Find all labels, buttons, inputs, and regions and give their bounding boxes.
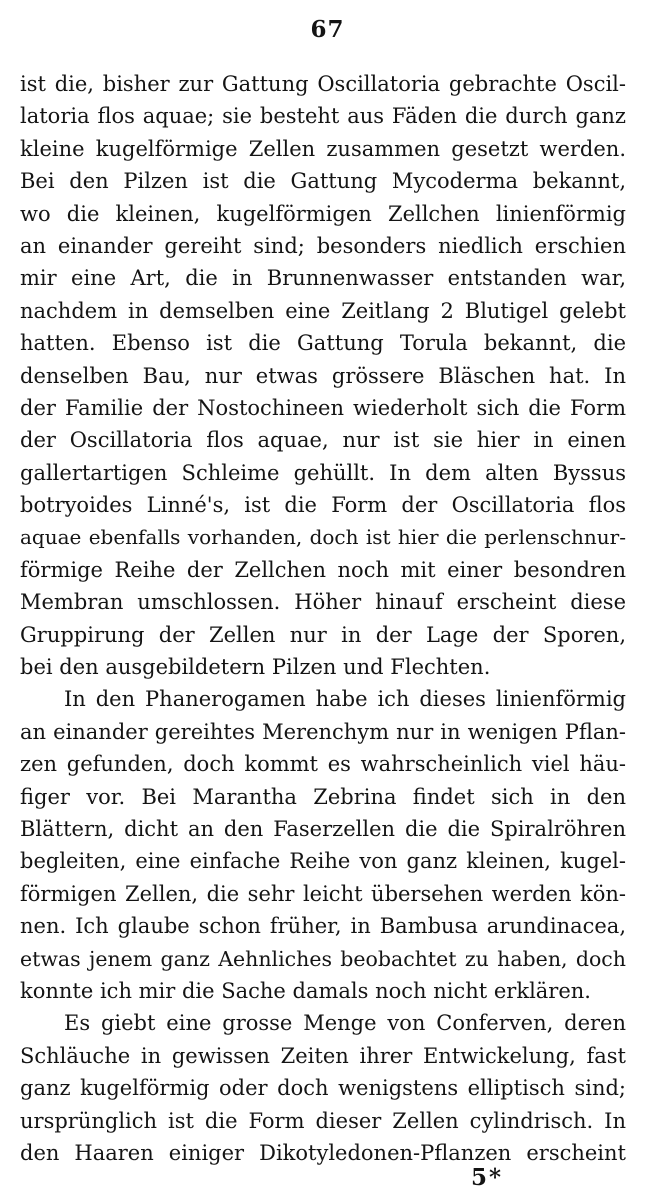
- text-line: latoria flos aquae; sie besteht aus Fäden die durch ganz: [20, 104, 626, 129]
- text-line: zen gefunden, doch kommt es wahrscheinlich viel häu-: [20, 752, 626, 777]
- text-line: etwas jenem ganz Aehnliches beobachtet zu haben, doch: [20, 946, 626, 971]
- text-line: nachdem in demselben eine Zeitlang 2 Blutigel gelebt: [20, 298, 626, 323]
- text-line: denselben Bau, nur etwas grössere Bläschen hat. In: [20, 363, 626, 388]
- text-line: förmige Reihe der Zellchen noch mit einer besondren: [20, 557, 626, 582]
- text-line: kleine kugelförmige Zellen zusammen gesetzt werden.: [20, 136, 626, 161]
- text-line: Es giebt eine grosse Menge von Conferven, deren: [64, 1011, 626, 1036]
- page-number: 67: [310, 16, 345, 43]
- text-line: begleiten, eine einfache Reihe von ganz kleinen, kugel-: [20, 849, 626, 874]
- text-line: aquae ebenfalls vorhanden, doch ist hier die perlenschnur-: [20, 525, 626, 550]
- text-line: In den Phanerogamen habe ich dieses linienförmig: [64, 687, 626, 712]
- text-line: botryoides Linné's, ist die Form der Oscillatoria flos: [20, 493, 626, 518]
- text-line: Gruppirung der Zellen nur in der Lage der Sporen,: [20, 622, 626, 647]
- text-line: den Haaren einiger Dikotyledonen-Pflanzen erscheint: [20, 1140, 626, 1165]
- text-line: an einander gereiht sind; besonders niedlich erschien: [20, 233, 626, 258]
- text-line: nen. Ich glaube schon früher, in Bambusa arundinacea,: [20, 914, 626, 939]
- text-line: an einander gereihtes Merenchym nur in wenigen Pflan-: [20, 719, 626, 744]
- text-line: Bei den Pilzen ist die Gattung Mycoderma bekannt,: [20, 169, 626, 194]
- body-text: [20, 68, 626, 1169]
- text-line: der Familie der Nostochineen wiederholt sich die Form: [20, 395, 626, 420]
- text-line: konnte ich mir die Sache damals noch nicht erklären.: [20, 978, 591, 1003]
- text-line: ursprünglich ist die Form dieser Zellen cylindrisch. In: [20, 1108, 626, 1133]
- text-line: Membran umschlossen. Höher hinauf erscheint diese: [20, 590, 626, 615]
- text-line: figer vor. Bei Marantha Zebrina findet sich in den: [20, 784, 626, 809]
- text-line: förmigen Zellen, die sehr leicht übersehen werden kön-: [20, 881, 626, 906]
- text-line: mir eine Art, die in Brunnenwasser entstanden war,: [20, 266, 626, 291]
- text-line: bei den ausgebildetern Pilzen und Flechten.: [20, 655, 491, 680]
- text-line: Blättern, dicht an den Faserzellen die die Spiralröhren: [20, 816, 626, 841]
- text-line: ganz kugelförmig oder doch wenigstens elliptisch sind;: [20, 1076, 626, 1101]
- signature-mark: 5*: [470, 1164, 503, 1191]
- text-line: ist die, bisher zur Gattung Oscillatoria gebrachte Oscil-: [20, 72, 626, 96]
- text-line: wo die kleinen, kugelförmigen Zellchen linienförmig: [20, 201, 626, 226]
- text-line: der Oscillatoria flos aquae, nur ist sie hier in einen: [20, 428, 626, 453]
- text-line: hatten. Ebenso ist die Gattung Torula bekannt, die: [20, 331, 626, 356]
- text-line: Schläuche in gewissen Zeiten ihrer Entwickelung, fast: [20, 1043, 626, 1068]
- text-line: gallertartigen Schleime gehüllt. In dem alten Byssus: [20, 460, 626, 485]
